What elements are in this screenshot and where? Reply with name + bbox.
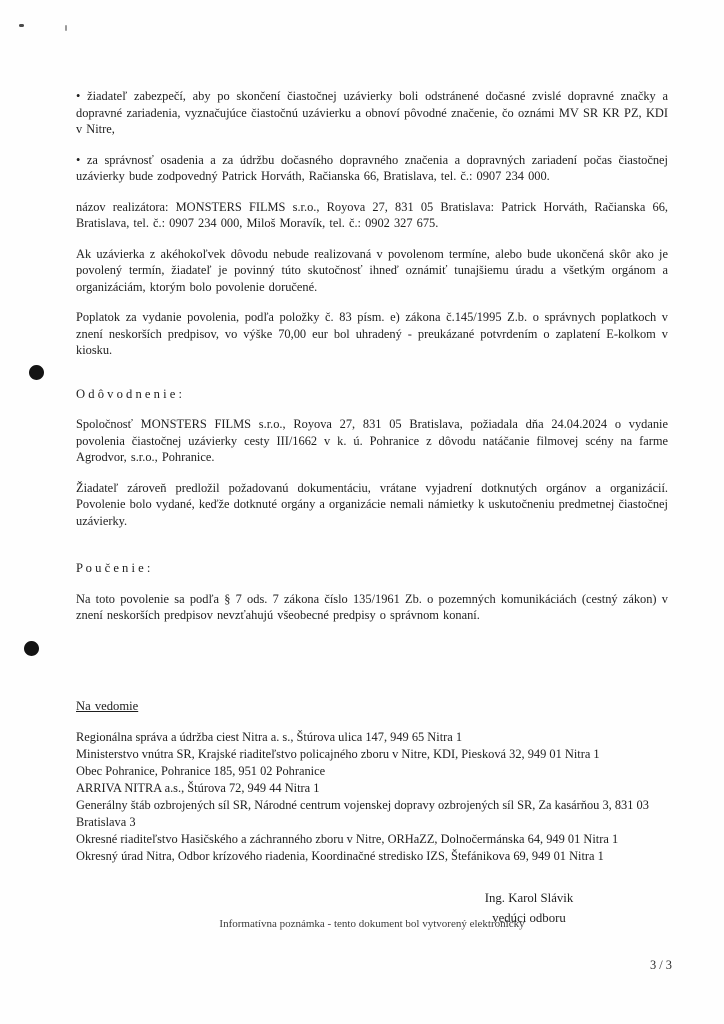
paragraph-documentation: Žiadateľ zároveň predložil požadovanú dokumentáciu, vrátane vyjadrení dotknutých orgánov a organizácií. Povolenie bolo vydané, keďže dotknuté orgány a organizácie nemali námietky k uskutočneniu predmetnej čiastočnej uzávierky. xyxy=(76,480,668,528)
section-heading-odovodnenie: O d ô v o d n e n i e : xyxy=(76,386,182,401)
na-vedomie-heading: Na vedomie xyxy=(76,698,139,713)
cc-recipient: Okresný úrad Nitra, Odbor krízového riadenia, Koordinačné stredisko IZS, Štefánikova 69, 949 01 Nitra 1 xyxy=(76,848,604,863)
punch-hole-mark xyxy=(29,365,44,380)
cc-recipient: Ministerstvo vnútra SR, Krajské riaditeľstvo policajného zboru v Nitre, KDI, Piesková 32, 949 01 Nitra 1 xyxy=(76,746,600,761)
scan-artifact xyxy=(19,24,24,27)
cc-recipient: Obec Pohranice, Pohranice 185, 951 02 Pohranice xyxy=(76,763,326,778)
bullet-paragraph-responsibility: • za správnosť osadenia a za údržbu dočasného dopravného značenia a dopravných zariadení počas čiastočnej uzávierky bude zodpovedný Patrick Horváth, Račianska 66, Bratislava, tel. č.: 0907 234 000. xyxy=(76,152,668,183)
paragraph-request-details: Spoločnosť MONSTERS FILMS s.r.o., Royova 27, 831 05 Bratislava, požiadala dňa 24.04.2024 o vydanie povolenia čiastočnej uzávierky cesty III/1662 v k. ú. Pohranice z dôvodu natáčanie filmovej scény na farme Agrodvor, s.r.o., Pohranice. xyxy=(76,417,668,464)
footer-informative-note: Informatívna poznámka - tento dokument bol vytvorený elektronicky xyxy=(219,918,525,930)
paragraph-legal-notice: Na toto povolenie sa podľa § 7 ods. 7 zákona číslo 135/1961 Zb. o pozemných komunikáciách (cestný zákon) v znení neskorších predpisov nevzťahujú všeobecné predpisy o správnom konaní. xyxy=(76,591,668,622)
paragraph-realizator: názov realizátora: MONSTERS FILMS s.r.o., Royova 27, 831 05 Bratislava: Patrick Horváth, Račianska 66, Bratislava, tel. č.: 0907 234 000, Miloš Moravík, tel. č.: 0902 327 675. xyxy=(76,199,668,230)
cc-recipient: Regionálna správa a údržba ciest Nitra a. s., Štúrova ulica 147, 949 65 Nitra 1 xyxy=(76,729,463,744)
scan-artifact xyxy=(65,25,67,31)
document-body xyxy=(76,88,668,928)
cc-recipient: Okresné riaditeľstvo Hasičského a záchranného zboru v Nitre, ORHaZZ, Dolnočermánska 64, 949 01 Nitra 1 xyxy=(76,831,619,846)
bullet-paragraph-signage-removal: • žiadateľ zabezpečí, aby po skončení čiastočnej uzávierky boli odstránené dočasné zvislé dopravné značky a dopravné zariadenia, vyznačujúce čiastočnú uzávierku a obnoví pôvodné značenie, čo oznámi MV SR KR PZ, KDI v Nitre, xyxy=(76,89,668,136)
paragraph-cancellation-notice: Ak uzávierka z akéhokoľvek dôvodu nebude realizovaná v povolenom termíne, alebo bude ukončená skôr ako je povolený termín, žiadateľ je povinný túto skutočnosť ihneď oznámiť tunajšiemu úradu a všetkým orgánom a organizáciám, ktorým bolo povolenie doručené. xyxy=(76,246,668,294)
paragraph-fee: Poplatok za vydanie povolenia, podľa položky č. 83 písm. e) zákona č.145/1995 Z.b. o správnych poplatkoch v znení neskorších predpisov, vo výške 70,00 eur bol uhradený - preukázané potvrdením o zaplatení E-kolkom v kiosku. xyxy=(76,310,668,357)
signatory-name: Ing. Karol Slávik xyxy=(484,890,574,905)
signatory-title: vedúci odboru xyxy=(492,910,566,925)
cc-recipient: ARRIVA NITRA a.s., Štúrova 72, 949 44 Nitra 1 xyxy=(76,780,320,795)
page-number: 3 / 3 xyxy=(649,958,672,972)
punch-hole-mark xyxy=(24,641,39,656)
cc-recipient: Generálny štáb ozbrojených síl SR, Národné centrum vojenskej dopravy ozbrojených síl SR, Za kasárňou 3, 831 03 Bratislava 3 xyxy=(76,797,649,829)
section-heading-poucenie: P o u č e n i e : xyxy=(76,561,151,575)
